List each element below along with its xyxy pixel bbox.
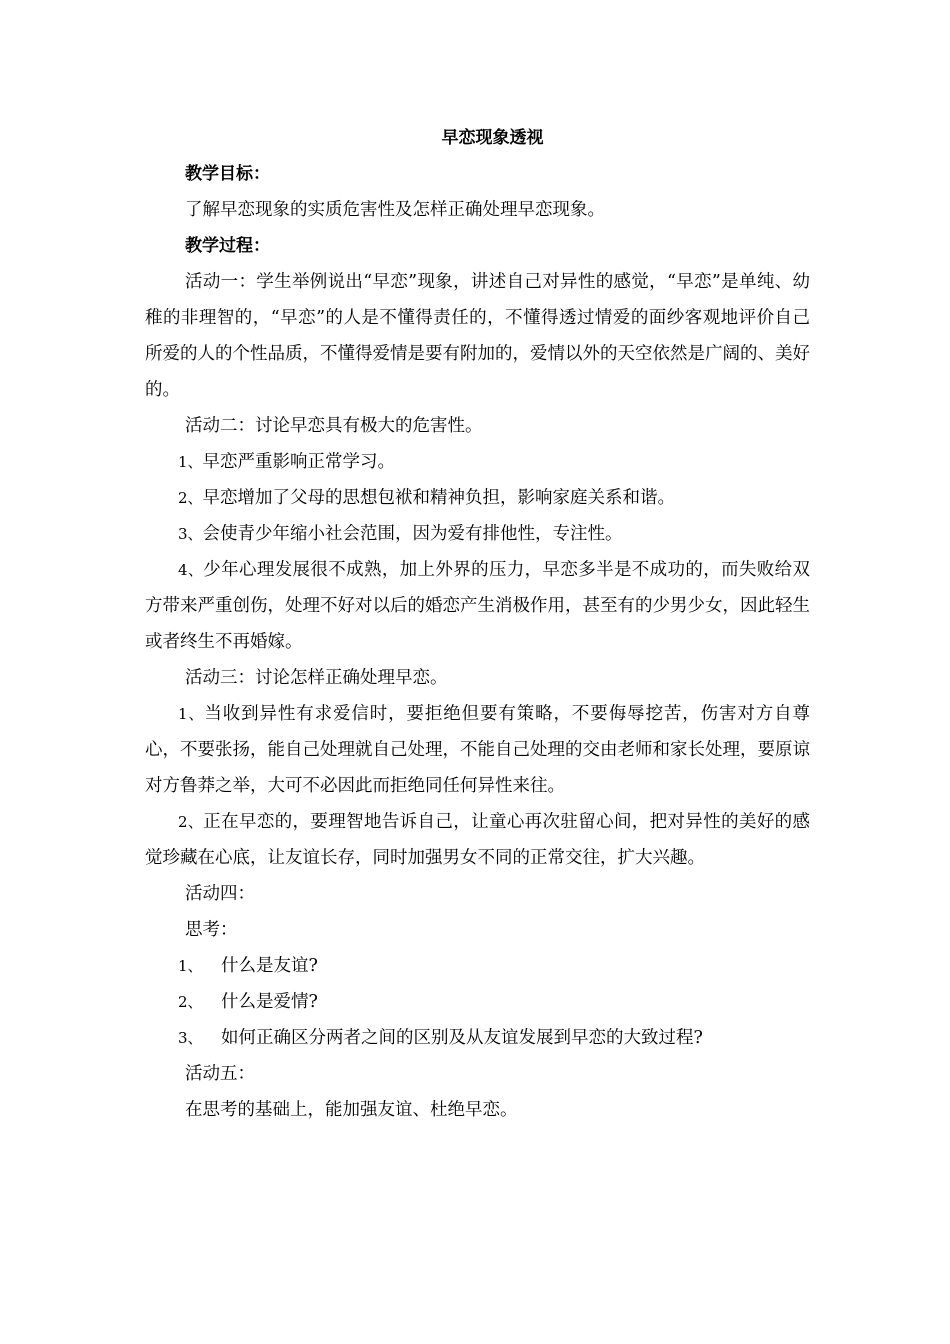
- activity-4-paragraph: 活动四：: [185, 884, 255, 904]
- method-item-number: 2、: [178, 813, 204, 831]
- harm-item-number: 4、: [178, 561, 204, 579]
- document-body: [145, 120, 810, 1128]
- method-item-1: [145, 696, 810, 804]
- question-item-3: [145, 1020, 810, 1056]
- question-number: 3、: [178, 1029, 203, 1047]
- goal-text: 了解早恋现象的实质危害性及怎样正确处理早恋现象。: [185, 200, 605, 220]
- method-item-text: 正在早恋的，要理智地告诉自己，让童心再次驻留心间，把对异性的美好的感觉珍藏在心底，让友谊长存，同时加强男女不同的正常交往，扩大兴趣。: [145, 812, 811, 868]
- question-text: 什么是爱情?: [221, 992, 318, 1012]
- activity-1-paragraph: 活动一：学生举例说出“早恋”现象，讲述自己对异性的感觉，“早恋”是单纯、幼稚的非理智的，“早恋”的人是不懂得责任的，不懂得透过情爱的面纱客观地评价自己所爱的人的个性品质，不懂得爱情是要有附加的，爱情以外的天空依然是广阔的、美好的。: [145, 272, 810, 400]
- harm-item-text: 早恋增加了父母的思想包袱和精神负担，影响家庭关系和谐。: [202, 488, 676, 508]
- harm-item-number: 1、: [178, 453, 203, 471]
- activity-2-paragraph: 活动二：讨论早恋具有极大的危害性。: [185, 416, 483, 436]
- question-number: 2、: [178, 993, 203, 1011]
- method-item-number: 1、: [178, 705, 205, 723]
- activity-5-paragraph: 活动五：: [185, 1064, 255, 1084]
- document-title: 早恋现象透视: [441, 128, 544, 148]
- harm-item-2: [145, 480, 810, 516]
- harm-item-number: 3、: [178, 525, 203, 543]
- harm-item-text: 会使青少年缩小社会范围，因为爱有排他性，专注性。: [202, 524, 623, 544]
- goal-heading: 教学目标：: [185, 164, 270, 184]
- activity-3-paragraph: 活动三：讨论怎样正确处理早恋。: [185, 668, 448, 688]
- harm-item-text: 早恋严重影响正常学习。: [202, 452, 396, 472]
- question-item-1: [145, 948, 810, 984]
- think-label: 思考：: [185, 920, 238, 940]
- harm-item-text: 少年心理发展很不成熟，加上外界的压力，早恋多半是不成功的，而失败给双方带来严重创伤，处理不好对以后的婚恋产生消极作用，甚至有的少男少女，因此轻生或者终生不再婚嫁。: [145, 560, 811, 652]
- harm-item-number: 2、: [178, 489, 203, 507]
- method-item-text: 当收到异性有求爱信时，要拒绝但要有策略，不要侮辱挖苦，伤害对方自尊心，不要张扬，能自己处理就自己处理，不能自己处理的交由老师和家长处理，要原谅对方鲁莽之举，大可不必因此而拒绝同任何异性来往。: [145, 704, 811, 796]
- harm-item-3: [145, 516, 810, 552]
- method-item-2: [145, 804, 810, 876]
- process-heading: 教学过程：: [185, 236, 270, 256]
- harm-item-4: [145, 552, 810, 660]
- question-number: 1、: [178, 957, 203, 975]
- harm-item-1: [145, 444, 810, 480]
- conclusion-paragraph: 在思考的基础上，能加强友谊、杜绝早恋。: [185, 1100, 518, 1120]
- question-item-2: [145, 984, 810, 1020]
- question-text: 什么是友谊?: [221, 956, 318, 976]
- question-text: 如何正确区分两者之间的区别及从友谊发展到早恋的大致过程?: [221, 1028, 703, 1048]
